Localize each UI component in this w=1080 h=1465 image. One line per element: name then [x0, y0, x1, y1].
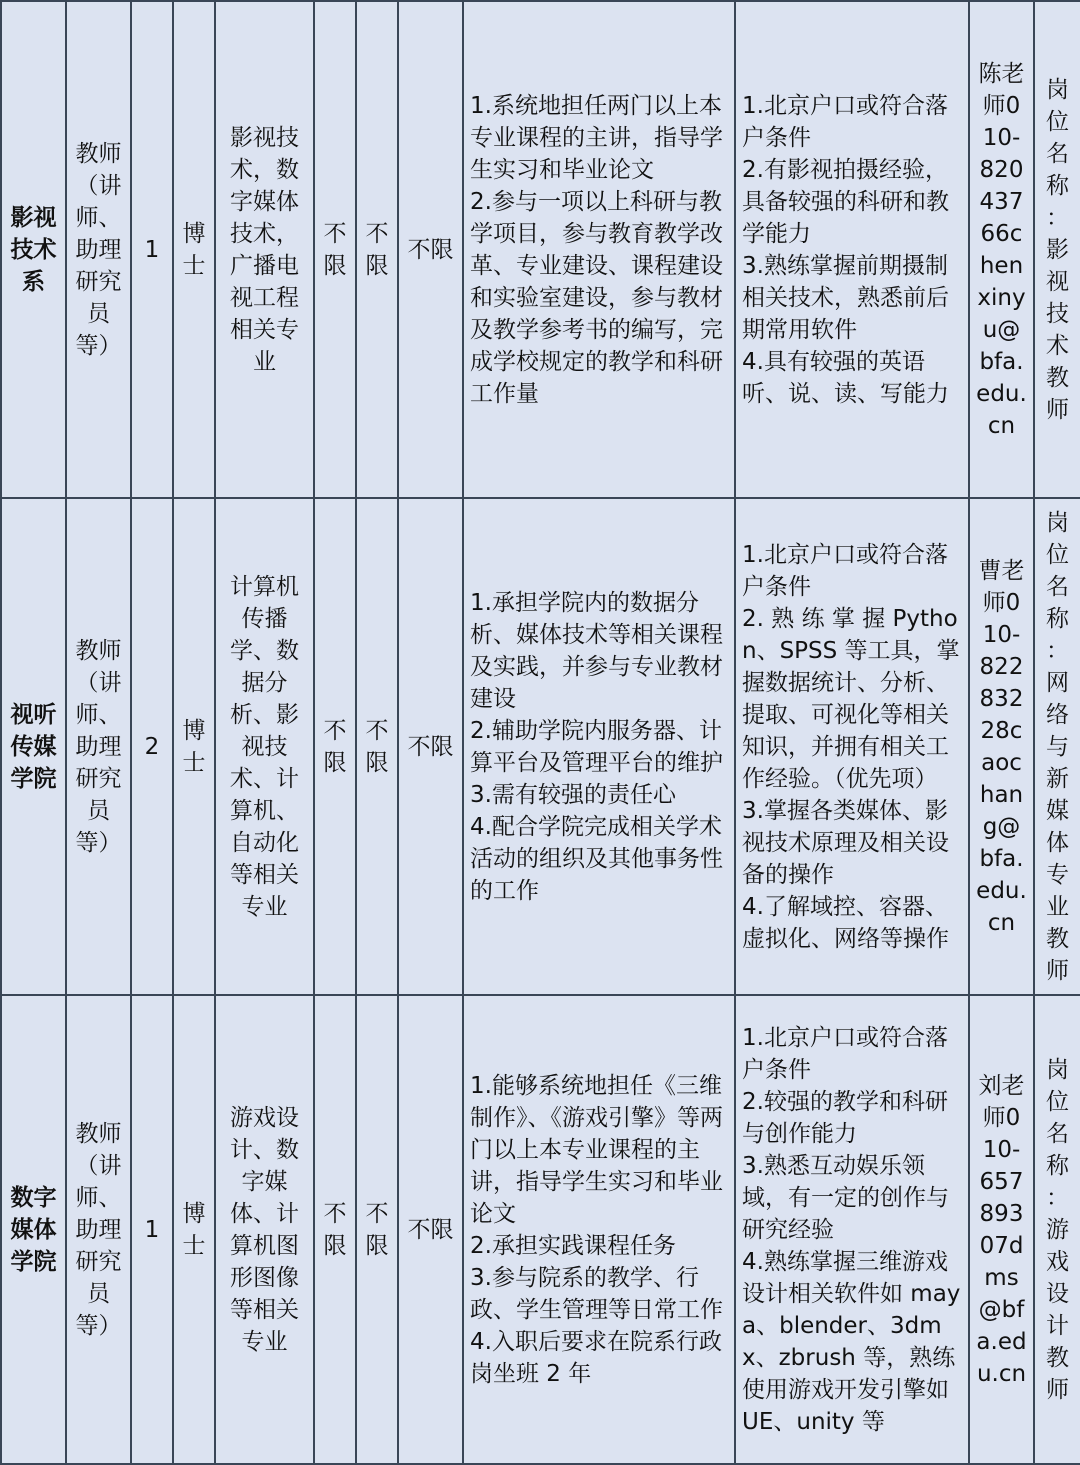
limit-cell: 不限	[314, 995, 356, 1464]
limit-cell: 不限	[398, 498, 463, 995]
duties-cell: 1.系统地担任两门以上本专业课程的主讲，指导学生实习和毕业论文 2.参与一项以上科研与教学项目，参与教育教学改革、专业建设、课程建设和实验室建设，参与教材及教学参考书的编写，完成学校规定的教学和科研工作量	[463, 1, 735, 498]
position-cell: 教师（讲师、助理研究员等）	[66, 995, 131, 1464]
limit-cell: 不限	[314, 1, 356, 498]
headcount-cell: 1	[131, 995, 173, 1464]
limit-cell: 不限	[398, 995, 463, 1464]
limit-cell: 不限	[398, 1, 463, 498]
limit-cell: 不限	[356, 498, 398, 995]
remark-cell: 岗位名称：游戏设计教师	[1034, 995, 1080, 1464]
degree-cell: 博士	[173, 995, 215, 1464]
requirements-cell: 1.北京户口或符合落户条件 2.较强的教学和科研与创作能力 3.熟悉互动娱乐领域，有一定的创作与研究经验 4.熟练掌握三维游戏设计相关软件如 maya、blender、3dmx、zbrush 等，熟练使用游戏开发引擎如 UE、unity 等	[735, 995, 969, 1464]
remark-cell: 岗位名称：网络与新媒体专业教师	[1034, 498, 1080, 995]
department-cell: 数字媒体学院	[1, 995, 66, 1464]
table-row	[1, 995, 1080, 1464]
table-row	[1, 498, 1080, 995]
degree-cell: 博士	[173, 498, 215, 995]
requirements-cell: 1.北京户口或符合落户条件 2.有影视拍摄经验，具备较强的科研和教学能力 3.熟练掌握前期摄制相关技术，熟悉前后期常用软件 4.具有较强的英语听、说、读、写能力	[735, 1, 969, 498]
requirements-cell: 1.北京户口或符合落户条件 2. 熟 练 掌 握 Python、SPSS 等工具，掌握数据统计、分析、提取、可视化等相关知识，并拥有相关工作经验。（优先项） 3.掌握各类媒体、影视技术原理及相关设备的操作 4.了解域控、容器、虚拟化、网络等操作	[735, 498, 969, 995]
degree-cell: 博士	[173, 1, 215, 498]
contact-cell: 曹老师010-82283228caochang@bfa.edu.cn	[969, 498, 1034, 995]
limit-cell: 不限	[356, 1, 398, 498]
remark-cell: 岗位名称：影视技术教师	[1034, 1, 1080, 498]
department-cell: 影视技术系	[1, 1, 66, 498]
major-cell: 游戏设计、数字媒体、计算机图形图像等相关专业	[215, 995, 314, 1464]
duties-cell: 1.承担学院内的数据分析、媒体技术等相关课程及实践，并参与专业教材建设 2.辅助学院内服务器、计算平台及管理平台的维护 3.需有较强的责任心 4.配合学院完成相关学术活动的组织及其他事务性的工作	[463, 498, 735, 995]
major-cell: 计算机传播学、数据分析、影视技术、计算机、自动化等相关专业	[215, 498, 314, 995]
contact-cell: 刘老师010-65789307dms@bfa.edu.cn	[969, 995, 1034, 1464]
table-row	[1, 1, 1080, 498]
position-cell: 教师（讲师、助理研究员等）	[66, 1, 131, 498]
contact-cell: 陈老师010-82043766chenxinyu@bfa.edu.cn	[969, 1, 1034, 498]
duties-cell: 1.能够系统地担任《三维制作》、《游戏引擎》等两门以上本专业课程的主讲，指导学生实习和毕业论文 2.承担实践课程任务 3.参与院系的教学、行政、学生管理等日常工作 4.入职后要求在院系行政岗坐班 2 年	[463, 995, 735, 1464]
major-cell: 影视技术，数字媒体技术，广播电视工程相关专业	[215, 1, 314, 498]
limit-cell: 不限	[314, 498, 356, 995]
limit-cell: 不限	[356, 995, 398, 1464]
position-cell: 教师（讲师、助理研究员等）	[66, 498, 131, 995]
headcount-cell: 1	[131, 1, 173, 498]
headcount-cell: 2	[131, 498, 173, 995]
department-cell: 视听传媒学院	[1, 498, 66, 995]
